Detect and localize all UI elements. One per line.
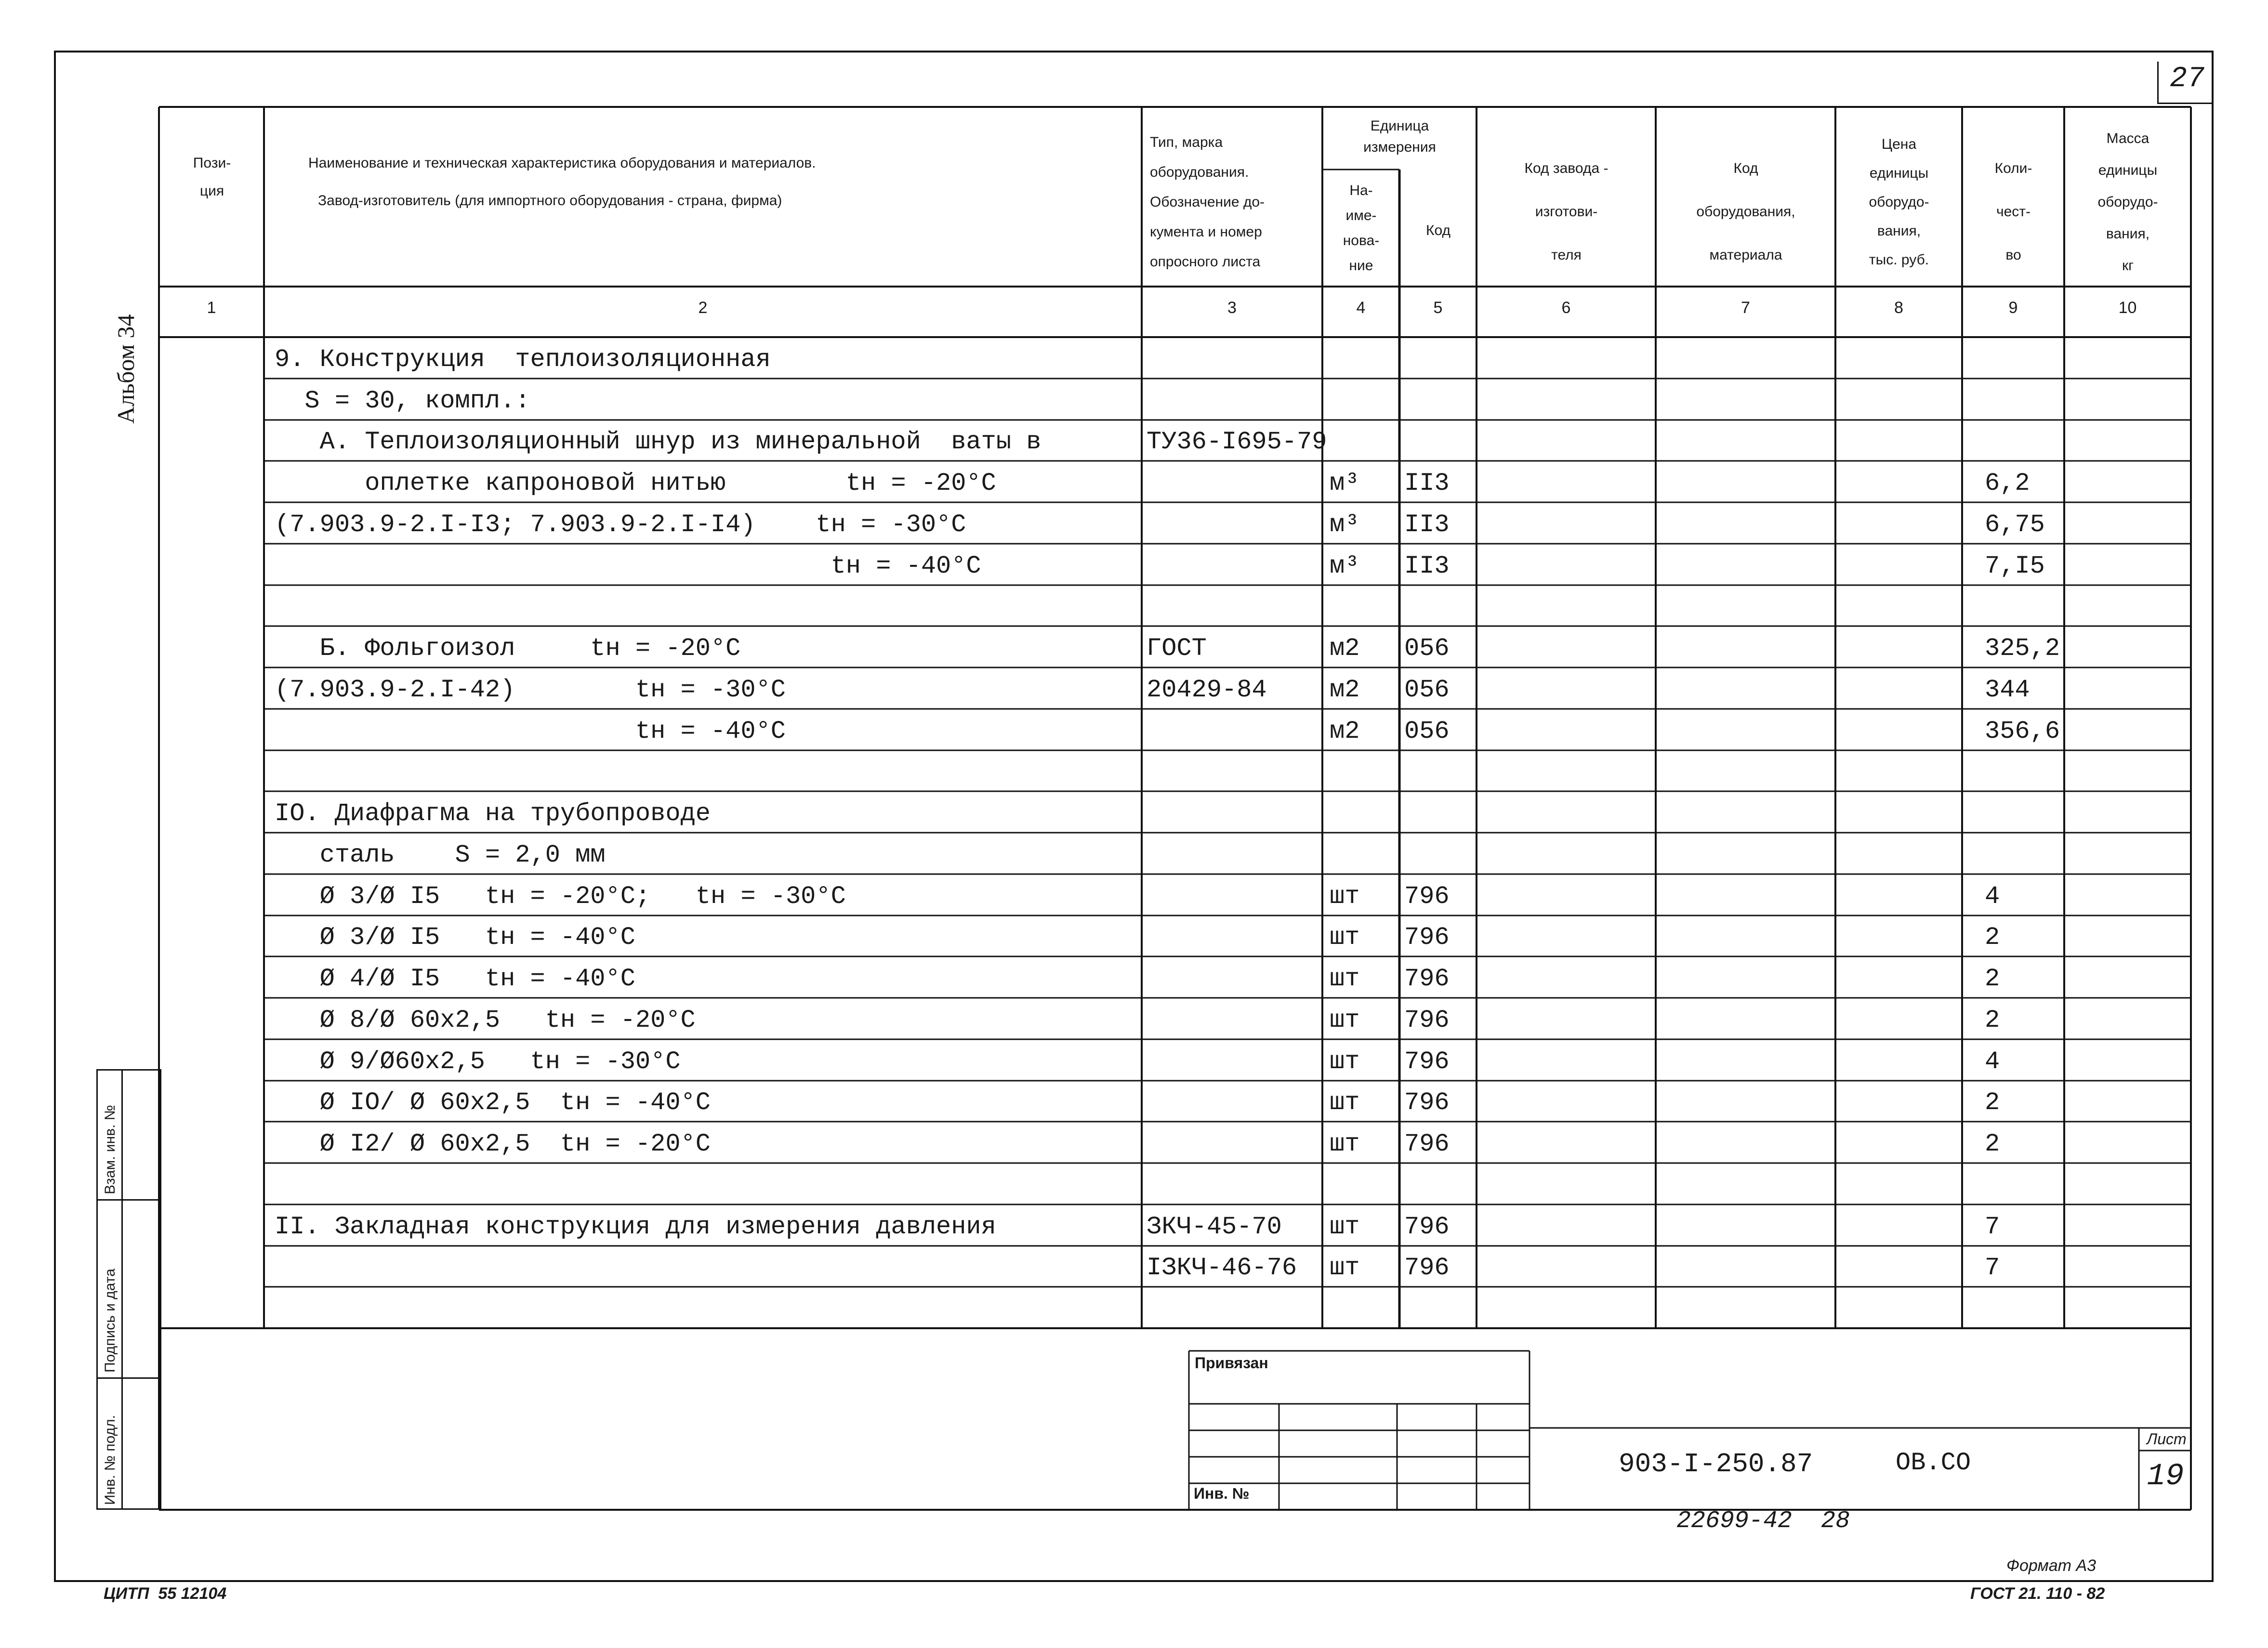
cell-qty: 7,I5 xyxy=(1985,552,2045,580)
header-col3: Тип, марка оборудования. Обозначение до- кумента и номер опросного листа xyxy=(1150,134,1265,270)
column-number: 1 xyxy=(207,299,216,317)
cell-name: 9. Конструкция теплоизоляционная xyxy=(275,345,771,374)
cell-name: Ø 8/Ø 60x2,5 tн = -20°C xyxy=(275,1006,696,1034)
cell-unit: шт xyxy=(1330,1213,1360,1241)
cell-code: II3 xyxy=(1404,469,1450,497)
cell-name: Ø 3/Ø I5 tн = -40°C xyxy=(275,923,635,952)
margin-replaced-inv: Взам. инв. № xyxy=(102,1105,118,1194)
header-col5: Код xyxy=(1425,222,1450,238)
cell-name: сталь S = 2,0 мм xyxy=(275,841,606,869)
sheet-label: Лист xyxy=(2147,1430,2187,1448)
cell-code: 796 xyxy=(1404,1130,1450,1158)
cell-type: 20429-84 xyxy=(1147,676,1267,704)
margin-inv-orig: Инв. № подл. xyxy=(102,1415,118,1505)
cell-unit: м³ xyxy=(1330,552,1360,580)
cell-name: Ø IO/ Ø 60x2,5 tн = -40°C xyxy=(275,1088,711,1117)
cell-qty: 2 xyxy=(1985,923,2000,952)
cell-unit: шт xyxy=(1330,1088,1360,1117)
cell-type: ЗКЧ-45-70 xyxy=(1147,1213,1282,1241)
cell-qty: 344 xyxy=(1985,676,2030,704)
cell-unit: шт xyxy=(1330,1047,1360,1076)
cell-code: 056 xyxy=(1404,676,1450,704)
cell-name: tн = -40°C xyxy=(275,717,786,746)
cell-qty: 7 xyxy=(1985,1213,2000,1241)
footer-right: ГОСТ 21. 110 - 82 xyxy=(1970,1584,2105,1603)
cell-name: Ø 3/Ø I5 tн = -20°C; tн = -30°C xyxy=(275,882,846,911)
column-number: 8 xyxy=(1894,299,1903,317)
cell-unit: м³ xyxy=(1330,469,1360,497)
cell-qty: 4 xyxy=(1985,882,2000,911)
margin-signature-date: Подпись и дата xyxy=(102,1269,118,1373)
cell-code: II3 xyxy=(1404,552,1450,580)
cell-unit: м2 xyxy=(1330,676,1360,704)
cell-code: 056 xyxy=(1404,717,1450,746)
cell-unit: м2 xyxy=(1330,717,1360,746)
cell-unit: м³ xyxy=(1330,510,1360,539)
cell-name: Ø 9/Ø60x2,5 tн = -30°C xyxy=(275,1047,681,1076)
column-number: 3 xyxy=(1227,299,1237,317)
cell-unit: шт xyxy=(1330,1254,1360,1282)
cell-qty: 2 xyxy=(1985,1006,2000,1034)
cell-qty: 2 xyxy=(1985,1130,2000,1158)
cell-code: 796 xyxy=(1404,1254,1450,1282)
column-number: 10 xyxy=(2118,299,2137,317)
cell-type: ТУ36-I695-79 xyxy=(1147,428,1327,456)
column-number: 2 xyxy=(698,299,708,317)
column-number: 9 xyxy=(2008,299,2018,317)
cell-name: S = 30, компл.: xyxy=(275,387,530,415)
cell-name: Ø I2/ Ø 60x2,5 tн = -20°C xyxy=(275,1130,711,1158)
cell-name: оплетке капроновой нитью tн = -20°C xyxy=(275,469,996,497)
cell-code: 796 xyxy=(1404,1213,1450,1241)
cell-qty: 356,6 xyxy=(1985,717,2060,746)
header-col1: Пози- ция xyxy=(193,155,231,199)
cell-code: 796 xyxy=(1404,1088,1450,1117)
header-col9: Коли- чест- во xyxy=(1994,160,2032,263)
header-col6: Код завода - изготови- теля xyxy=(1524,160,1609,263)
header-col4: На- име- нова- ние xyxy=(1343,183,1380,274)
cell-unit: шт xyxy=(1330,923,1360,952)
column-number: 7 xyxy=(1741,299,1750,317)
cell-name: (7.903.9-2.I-42) tн = -30°C xyxy=(275,676,786,704)
cell-qty: 325,2 xyxy=(1985,634,2060,663)
header-unit-group: Единица измерения xyxy=(1363,118,1436,155)
cell-qty: 6,2 xyxy=(1985,469,2030,497)
cell-code: 796 xyxy=(1404,923,1450,952)
cell-code: 796 xyxy=(1404,965,1450,993)
column-number: 4 xyxy=(1356,299,1366,317)
cell-unit: шт xyxy=(1330,882,1360,911)
stamp-privyazan: Привязан xyxy=(1195,1354,1268,1372)
document-code: 903-I-250.87 xyxy=(1619,1449,1813,1479)
header-col7: Код оборудования, материала xyxy=(1696,160,1795,263)
sheet-number: 19 xyxy=(2147,1459,2184,1494)
cell-name: Ø 4/Ø I5 tн = -40°C xyxy=(275,965,635,993)
cell-name: IO. Диафрагма на трубопроводе xyxy=(275,799,711,828)
header-col10: Масса единицы оборудо- вания, кг xyxy=(2097,131,2158,274)
handwritten-reference: 22699-42 28 xyxy=(1676,1507,1850,1535)
footer-left: ЦИТП 55 12104 xyxy=(104,1584,227,1603)
stamp-inv-no: Инв. № xyxy=(1194,1485,1250,1502)
column-number: 6 xyxy=(1561,299,1571,317)
header-col8: Цена единицы оборудо- вания, тыс. руб. xyxy=(1869,136,1929,268)
format-label: Формат А3 xyxy=(2006,1556,2097,1575)
column-number: 5 xyxy=(1433,299,1443,317)
cell-name: II. Закладная конструкция для измерения давления xyxy=(275,1213,996,1241)
cell-name: А. Теплоизоляционный шнур из минеральной ваты в xyxy=(275,428,1042,456)
cell-code: II3 xyxy=(1404,510,1450,539)
cell-unit: шт xyxy=(1330,1130,1360,1158)
cell-type: ГОСТ xyxy=(1147,634,1207,663)
cell-type: IЗКЧ-46-76 xyxy=(1147,1254,1297,1282)
cell-unit: шт xyxy=(1330,1006,1360,1034)
cell-code: 796 xyxy=(1404,1047,1450,1076)
cell-qty: 2 xyxy=(1985,1088,2000,1117)
cell-name: Б. Фольгоизол tн = -20°C xyxy=(275,634,741,663)
header-col2: Наименование и техническая характеристика оборудования и материалов. Завод-изготовитель (для импортного оборудования - страна, фирма) xyxy=(308,155,816,209)
cell-name: (7.903.9-2.I-I3; 7.903.9-2.I-I4) tн = -30°C xyxy=(275,510,966,539)
cell-name: tн = -40°C xyxy=(275,552,981,580)
cell-qty: 6,75 xyxy=(1985,510,2045,539)
cell-qty: 4 xyxy=(1985,1047,2000,1076)
cell-qty: 7 xyxy=(1985,1254,2000,1282)
album-label: Альбом 34 xyxy=(112,314,139,424)
document-suffix: ОВ.СО xyxy=(1896,1449,1971,1477)
cell-qty: 2 xyxy=(1985,965,2000,993)
cell-code: 056 xyxy=(1404,634,1450,663)
cell-code: 796 xyxy=(1404,1006,1450,1034)
page-number: 27 xyxy=(2169,63,2204,95)
cell-code: 796 xyxy=(1404,882,1450,911)
cell-unit: м2 xyxy=(1330,634,1360,663)
cell-unit: шт xyxy=(1330,965,1360,993)
